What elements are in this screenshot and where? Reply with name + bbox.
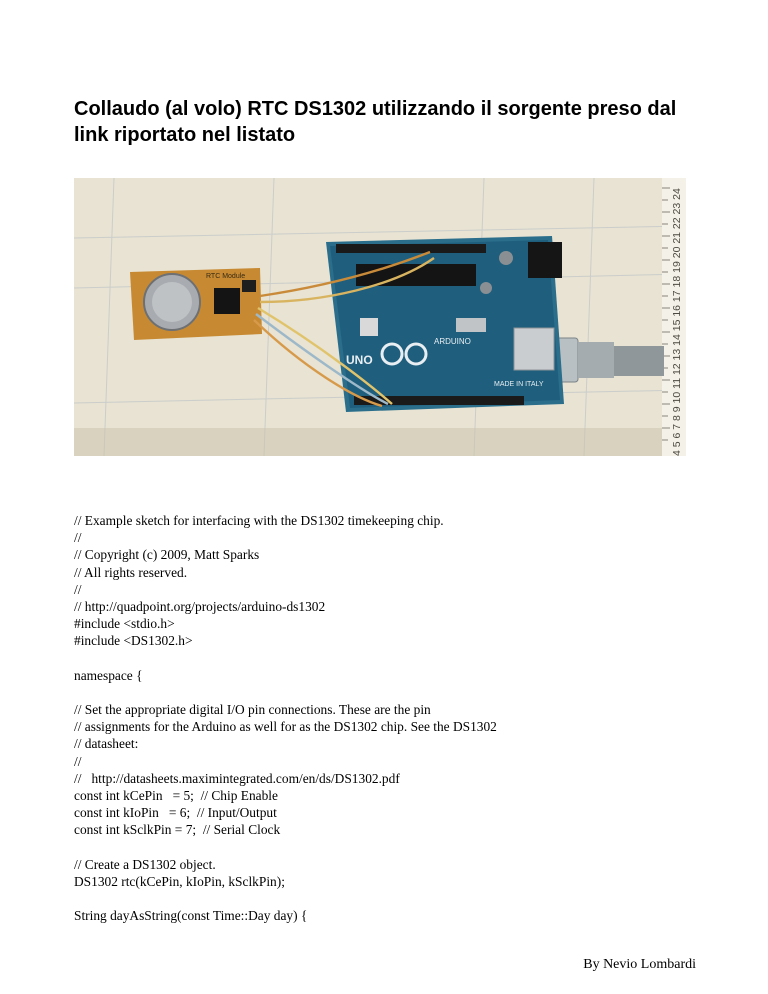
code-line: const int kIoPin = 6; // Input/Output [74,805,277,821]
code-blank-line [74,890,714,907]
ruler-numbers: 4 5 6 7 8 9 10 11 12 13 14 15 16 17 18 19 20 21 22 23 24 [671,188,683,456]
code-line: // assignments for the Arduino as well for as the DS1302 chip. See the DS1302 [74,719,497,735]
rtc-module [130,268,262,340]
code-blank-line [74,839,714,856]
code-line: String dayAsString(const Time::Day day) { [74,908,308,924]
board-label: UNO [346,353,373,367]
board-brand: ARDUINO [434,337,471,346]
rtc-module-label: RTC Module [206,273,246,280]
code-line: #include <DS1302.h> [74,633,193,649]
code-line: const int kCePin = 5; // Chip Enable [74,788,278,803]
made-in-label: MADE IN ITALY [494,381,544,388]
code-line: #include <stdio.h> [74,616,175,632]
page-title: Collaudo (al volo) RTC DS1302 utilizzando il sorgente preso dal link riportato nel listato [74,98,677,146]
code-line: const int kSclkPin = 7; // Serial Clock [74,822,281,838]
code-line: // Example sketch for interfacing with the DS1302 timekeeping chip. [74,513,444,528]
code-line: // [74,581,82,597]
ruler [662,178,686,456]
code-line: // All rights reserved. [74,564,188,580]
code-line: // Copyright (c) 2009, Matt Sparks [74,547,260,563]
code-line: // [74,753,82,769]
photo-illustration [74,178,686,456]
code-blank-line [74,684,714,701]
author-credit: By Nevio Lombardi [583,957,696,972]
code-line: // datasheet: [74,736,139,752]
code-line: // Set the appropriate digital I/O pin connections. These are the pin [74,702,431,718]
code-line: // http://quadpoint.org/projects/arduino-ds1302 [74,598,326,614]
code-line: namespace { [74,667,143,683]
code-line: // http://datasheets.maximintegrated.com/en/ds/DS1302.pdf [74,770,400,786]
code-listing [74,512,714,925]
code-line: DS1302 rtc(kCePin, kIoPin, kSclkPin); [74,873,285,889]
code-line: // Create a DS1302 object. [74,856,216,872]
arduino-rtc-photo [74,178,686,456]
code-blank-line [74,650,714,667]
arduino-board [326,236,564,412]
code-line: // [74,530,82,546]
